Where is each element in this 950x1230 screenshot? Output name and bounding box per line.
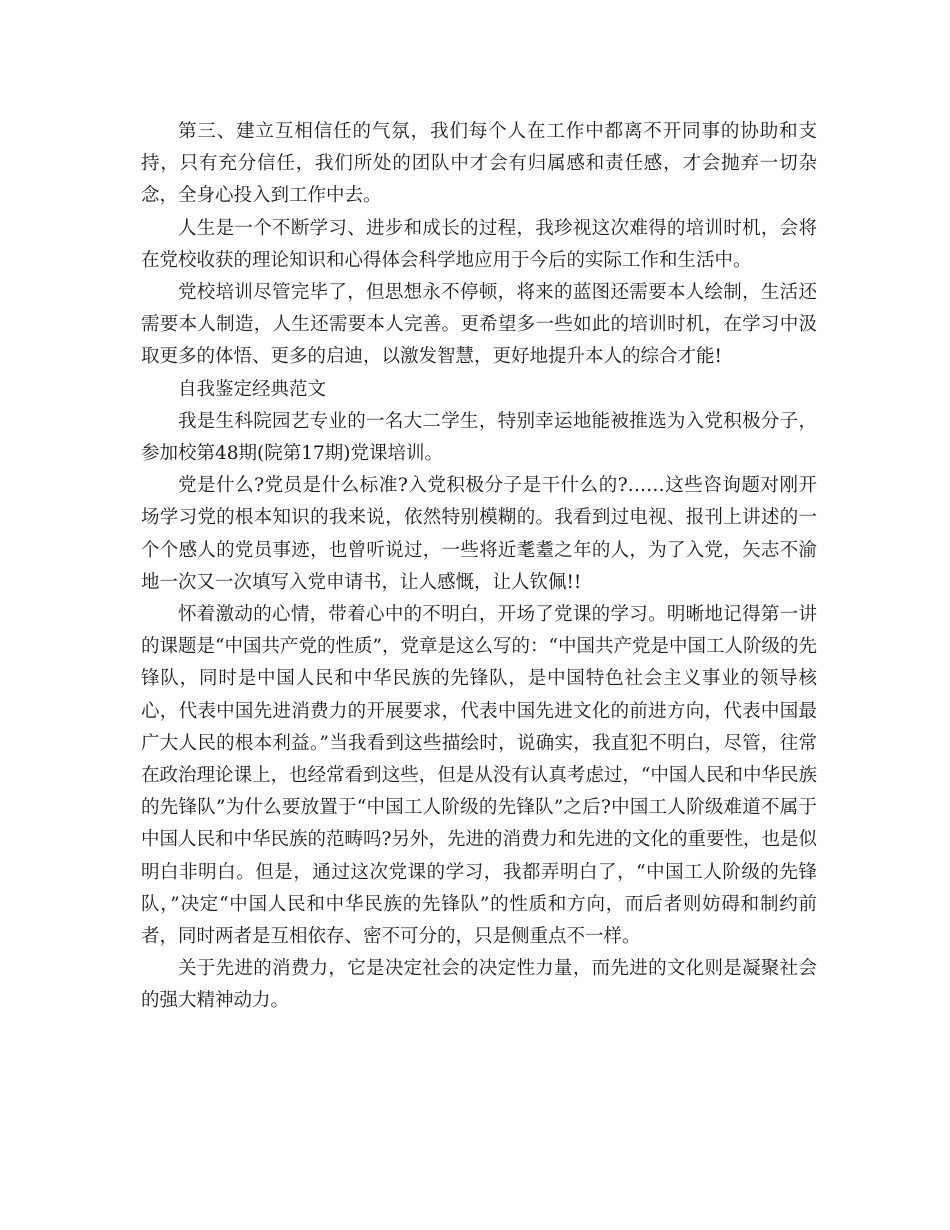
section-heading: 自我鉴定经典范文 [178,378,327,400]
paragraph-productive-forces: 关于先进的消费力，它是决定社会的决定性力量，而先进的文化则是凝聚社会的强大精神动力。 [141,958,817,1012]
paragraph-life-learning: 人生是一个不断学习、进步和成长的过程，我珍视这次难得的培训时机，会将在党校收获的理论知识和心得体会科学地应用于今后的实际工作和生活中。 [141,217,817,271]
paragraph-intro: 我是生科院园艺专业的一名大二学生，特别幸运地能被推选为入党积极分子，参加校第48期(院第17期)党课培训。 [141,410,817,465]
paragraph-training-end: 党校培训尽管完毕了，但思想永不停顿，将来的蓝图还需要本人绘制，生活还需要本人制造，人生还需要本人完善。更希望多一些如此的培训时机，在学习中汲取更多的体悟、更多的启迪，以激发智慧，更好地提升本人的综合才能! [141,282,817,368]
paragraph-party-nature: 怀着激动的心情，带着心中的不明白，开场了党课的学习。明晰地记得第一讲的课题是“中国共产党的性质”，党章是这么写的：“中国共产党是中国工人阶级的先锋队，同时是中国人民和中华民族的先锋队，是中国特色社会主义事业的领导核心，代表中国先进消费力的开展要求，代表中国先进文化的前进方向，代表中国最广大人民的根本利益。”当我看到这些描绘时，说确实，我直犯不明白，尽管，往常在政治理论课上，也经常看到这些，但是从没有认真考虑过，“中国人民和中华民族的先锋队”为什么要放置于“中国工人阶级的先锋队”之后?中国工人阶级难道不属于中国人民和中华民族的范畴吗?另外，先进的消费力和先进的文化的重要性，也是似明白非明白。但是，通过这次党课的学习，我都弄明白了，“中国工人阶级的先锋队，”决定“中国人民和中华民族的先锋队”的性质和方向，而后者则妨碍和制约前者，同时两者是互相依存、密不可分的，只是侧重点不一样。 [141,604,817,948]
document-body [141,116,817,1018]
paragraph-trust: 第三、建立互相信任的气氛，我们每个人在工作中都离不开同事的协助和支持，只有充分信任，我们所处的团队中才会有归属感和责任感，才会抛弃一切杂念，全身心投入到工作中去。 [141,121,817,207]
paragraph-questions: 党是什么?党员是什么标准?入党积极分子是干什么的?……这些咨询题对刚开场学习党的根本知识的我来说，依然特别模糊的。我看到过电视、报刊上讲述的一个个感人的党员事迹，也曾听说过，一些将近耄耋之年的人，为了入党，矢志不渝地一次又一次填写入党申请书，让人感慨，让人钦佩!! [141,475,817,593]
